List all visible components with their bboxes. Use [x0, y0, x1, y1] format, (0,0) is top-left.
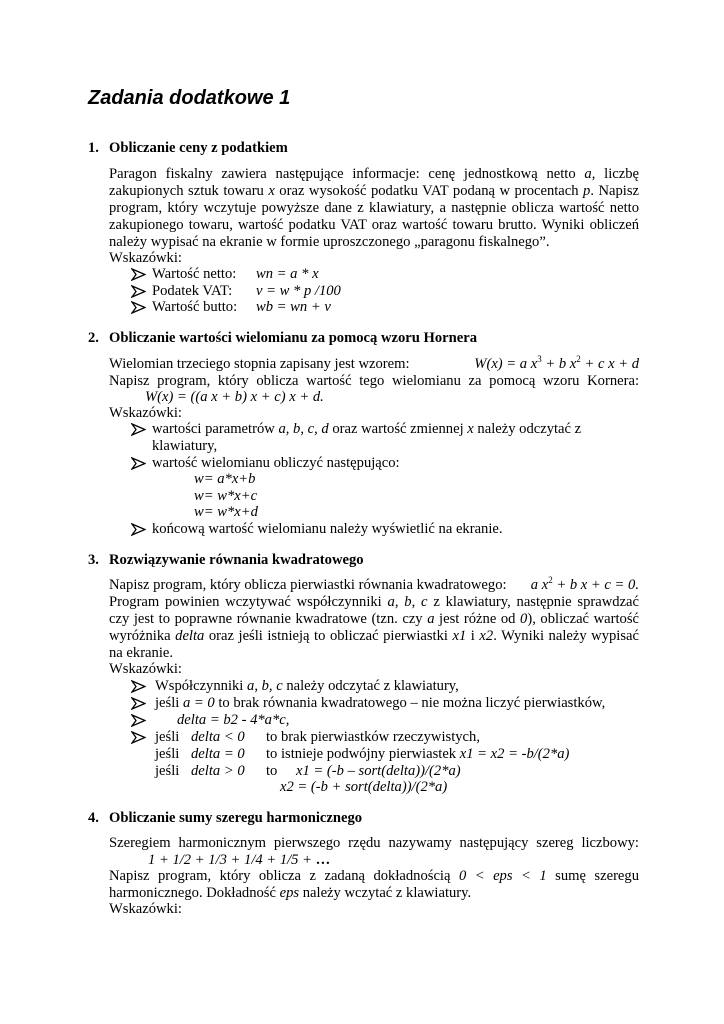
- section-4-hints-label: Wskazówki:: [109, 901, 182, 917]
- section-1-line-1: Paragon fiskalny zawiera następujące informacje: cenę jednostkową netto a, liczbę: [109, 166, 639, 182]
- case-2-if: jeśli: [155, 746, 180, 762]
- section-2-hints-label: Wskazówki:: [109, 405, 182, 421]
- section-1-bullet-1-formula: wn = a * x: [256, 266, 319, 282]
- horner-formula: W(x) = ((a x + b) x + c) x + d.: [145, 389, 324, 405]
- polynomial-formula: W(x) = a $x^3 + b$ $x^2 + c$ x + d: [474, 354, 639, 372]
- bullet-arrow-icon: [131, 679, 146, 694]
- section-1-heading: Obliczanie ceny z podatkiem: [109, 140, 288, 156]
- case-2-condition: delta = 0: [191, 746, 245, 762]
- section-1-bullet-3-formula: wb = wn + v: [256, 299, 331, 315]
- section-2-bullet-2: wartość wielomianu obliczyć następująco:: [152, 455, 400, 471]
- section-4-line-3: harmonicznego. Dokładność eps należy wczytać z klawiatury.: [109, 885, 472, 901]
- section-2-bullet-1-cont: klawiatury,: [152, 438, 218, 454]
- section-4-number: 4.: [88, 810, 99, 826]
- section-1-hints-label: Wskazówki:: [109, 250, 182, 266]
- section-3-line-5: na ekranie.: [109, 645, 174, 661]
- section-2-line-2: Napisz program, który oblicza wartość tego wielomianu za pomocą wzoru Kornera:: [109, 373, 639, 389]
- case-3-to: to: [266, 763, 278, 779]
- section-4-line-1: Szeregiem harmonicznym pierwszego rzędu nazywamy następujący szereg liczbowy:: [109, 835, 639, 851]
- bullet-arrow-icon: [131, 267, 146, 282]
- section-2-number: 2.: [88, 330, 99, 346]
- section-3-hints-label: Wskazówki:: [109, 661, 182, 677]
- formula-step-1: w= a*x+b: [194, 471, 256, 487]
- quadratic-equation: a $x^2 + b$ x + c = 0.: [530, 575, 639, 593]
- case-3-root-x1: x1 = (-b – sort(delta))/(2*a): [296, 763, 461, 779]
- harmonic-series: 1 + 1/2 + 1/3 + 1/4 + 1/5 + …: [148, 852, 331, 868]
- section-3-line-1: Napisz program, który oblicza pierwiastki równania kwadratowego:: [109, 577, 507, 593]
- bullet-arrow-icon: [131, 300, 146, 315]
- section-4-heading: Obliczanie sumy szeregu harmonicznego: [109, 810, 363, 826]
- formula-step-2: w= w*x+c: [194, 488, 258, 504]
- section-1-bullet-3-label: Wartość butto:: [152, 299, 238, 315]
- section-3-line-3: czy jest to poprawne równanie kwadratowe (tzn. czy a jest różne od 0), obliczać wartość: [109, 611, 639, 627]
- section-3-heading: Rozwiązywanie równania kwadratowego: [109, 552, 364, 568]
- section-3-bullet-1: Współczynniki a, b, c należy odczytać z klawiatury,: [155, 678, 459, 694]
- section-2-heading: Obliczanie wartości wielomianu za pomocą wzoru Hornera: [109, 330, 478, 346]
- section-3-line-4: wyróżnika delta oraz jeśli istnieją to obliczać pierwiastki x1 i x2. Wyniki należy wypisać: [109, 628, 639, 644]
- section-3-number: 3.: [88, 552, 99, 568]
- bullet-arrow-icon: [131, 522, 146, 537]
- case-3-root-x2: x2 = (-b + sort(delta))/(2*a): [280, 779, 448, 795]
- case-2-result: to istnieje podwójny pierwiastek x1 = x2 = -b/(2*a): [266, 746, 570, 762]
- section-1-line-5: należy wypisać na ekranie w formie uproszczonego „paragonu fiskalnego”.: [109, 234, 550, 250]
- section-1-line-2: zakupionych sztuk towaru x oraz wysokość podatku VAT podaną w procentach p. Napisz: [109, 183, 639, 199]
- section-1-number: 1.: [88, 140, 99, 156]
- section-1-bullet-2-formula: v = w * p /100: [256, 283, 341, 299]
- case-1-condition: delta < 0: [191, 729, 245, 745]
- section-3-bullet-2: jeśli a = 0 to brak równania kwadratowego – nie można liczyć pierwiastków,: [155, 695, 606, 711]
- section-1-line-4: zakupionego towaru, wartość podatku VAT oraz wartość towaru brutto. Wyniki obliczeń: [109, 217, 639, 233]
- section-1-line-3: program, który wczytuje powyższe dane z klawiatury, a następnie oblicza wartość netto: [109, 200, 639, 216]
- section-1-bullet-1-label: Wartość netto:: [152, 266, 237, 282]
- bullet-arrow-icon: [131, 456, 146, 471]
- section-3-bullet-3: delta = b2 - 4*a*c,: [177, 712, 290, 728]
- case-3-condition: delta > 0: [191, 763, 245, 779]
- formula-step-3: w= w*x+d: [194, 504, 258, 520]
- section-3-line-2: Program powinien wczytywać współczynniki a, b, c z klawiatury, następnie sprawdzać: [109, 594, 640, 610]
- section-2-bullet-1: wartości parametrów a, b, c, d oraz wartość zmiennej x należy odczytać z: [152, 421, 582, 437]
- bullet-arrow-icon: [131, 284, 146, 299]
- bullet-arrow-icon: [131, 713, 146, 728]
- section-2-bullet-3: końcową wartość wielomianu należy wyświetlić na ekranie.: [152, 521, 503, 537]
- bullet-arrow-icon: [131, 422, 146, 437]
- case-1-result: to brak pierwiastków rzeczywistych,: [266, 729, 480, 745]
- bullet-arrow-icon: [131, 730, 146, 745]
- section-4-line-2: Napisz program, który oblicza z zadaną dokładnością 0 < eps < 1 sumę szeregu: [109, 868, 640, 884]
- page-title: Zadania dodatkowe 1: [88, 87, 291, 109]
- section-2-line-1: Wielomian trzeciego stopnia zapisany jest wzorem:: [109, 356, 410, 372]
- bullet-arrow-icon: [131, 696, 146, 711]
- section-1-bullet-2-label: Podatek VAT:: [152, 283, 233, 299]
- case-3-if: jeśli: [155, 763, 180, 779]
- case-1-if: jeśli: [155, 729, 180, 745]
